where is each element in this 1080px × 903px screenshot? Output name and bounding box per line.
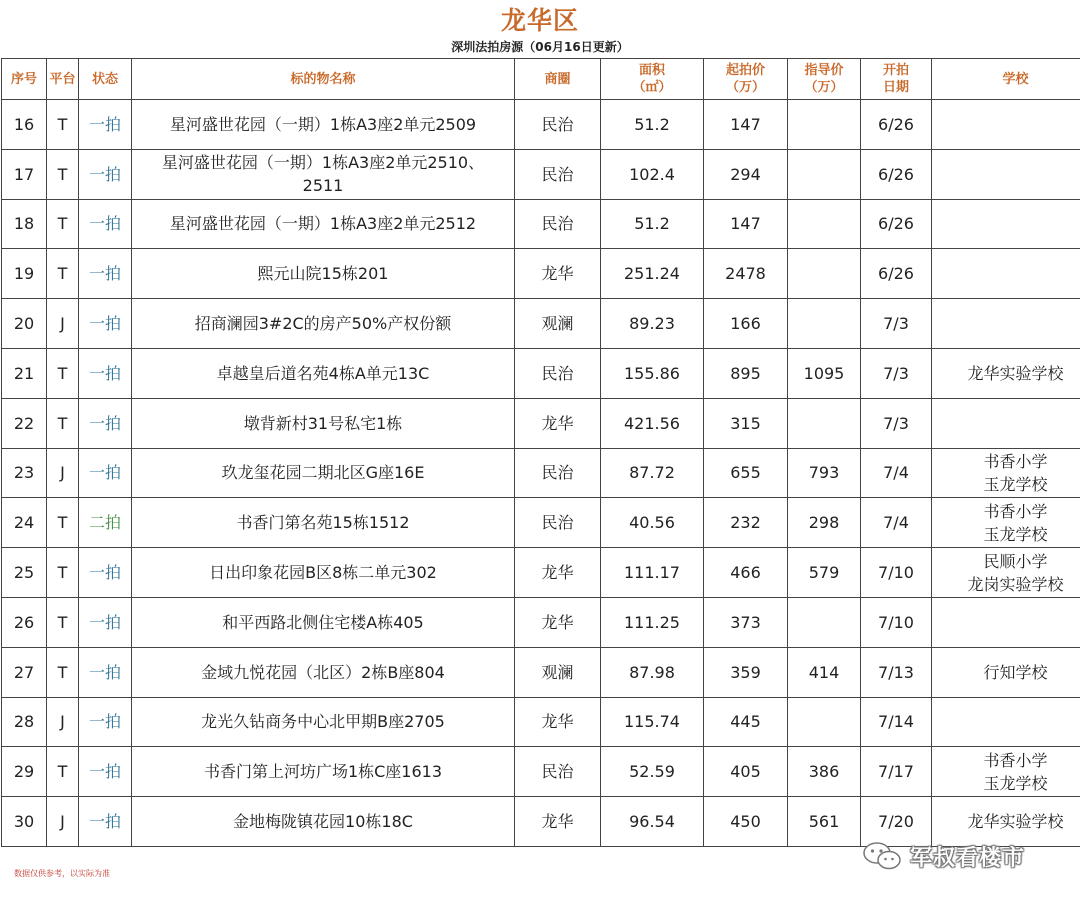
cell-start-price: 445 [704, 697, 788, 747]
school-line: 玉龙学校 [983, 524, 1048, 544]
table-row [2, 299, 1080, 349]
name-line: 日出印象花园B区8栋二单元302 [209, 563, 437, 583]
cell-area: 51.2 [601, 100, 704, 150]
table-row [2, 548, 1080, 598]
cell-start-price: 450 [704, 797, 788, 847]
cell-area: 251.24 [601, 249, 704, 299]
cell-district: 龙华 [515, 548, 601, 598]
cell-no: 30 [2, 797, 47, 847]
cell-status: 一拍 [79, 747, 132, 797]
cell-district: 民治 [515, 100, 601, 150]
cell-name [132, 498, 515, 548]
cell-district: 民治 [515, 348, 601, 398]
cell-no: 24 [2, 498, 47, 548]
cell-name [132, 100, 515, 150]
cell-area: 89.23 [601, 299, 704, 349]
cell-date: 7/10 [861, 548, 932, 598]
name-line: 熙元山院15栋201 [257, 264, 389, 284]
cell-start-price: 655 [704, 448, 788, 498]
cell-guide-price [788, 249, 861, 299]
cell-school [932, 747, 1080, 797]
name-line: 星河盛世花园（一期）1栋A3座2单元2510、 [161, 153, 485, 173]
cell-date: 7/10 [861, 597, 932, 647]
cell-guide-price [788, 697, 861, 747]
cell-no: 27 [2, 647, 47, 697]
col-header-school: 学校 [932, 59, 1080, 100]
cell-area: 421.56 [601, 398, 704, 448]
cell-date: 6/26 [861, 249, 932, 299]
cell-status: 二拍 [79, 498, 132, 548]
school-line: 玉龙学校 [983, 474, 1048, 494]
name-line: 卓越皇后道名苑4栋A单元13C [216, 363, 430, 383]
cell-date: 7/14 [861, 697, 932, 747]
cell-name [132, 249, 515, 299]
cell-platform: T [47, 498, 79, 548]
cell-no: 22 [2, 398, 47, 448]
cell-status: 一拍 [79, 100, 132, 150]
cell-school [932, 498, 1080, 548]
watermark [862, 838, 1025, 874]
cell-platform: T [47, 149, 79, 199]
cell-status: 一拍 [79, 597, 132, 647]
cell-guide-price: 414 [788, 647, 861, 697]
cell-area: 155.86 [601, 348, 704, 398]
cell-district: 龙华 [515, 697, 601, 747]
cell-guide-price: 1095 [788, 348, 861, 398]
cell-status: 一拍 [79, 149, 132, 199]
cell-start-price: 166 [704, 299, 788, 349]
cell-name [132, 149, 515, 199]
col-header-no: 序号 [2, 59, 47, 100]
school-line: 民顺小学 [983, 551, 1048, 571]
cell-area: 111.25 [601, 597, 704, 647]
school-line: 龙岗实验学校 [967, 574, 1064, 594]
cell-platform: J [47, 797, 79, 847]
cell-school [932, 149, 1080, 199]
school-line: 龙华实验学校 [967, 812, 1064, 832]
cell-name [132, 299, 515, 349]
school-line: 书香小学 [983, 750, 1048, 770]
cell-guide-price [788, 100, 861, 150]
cell-school [932, 548, 1080, 598]
cell-no: 20 [2, 299, 47, 349]
name-line: 墩背新村31号私宅1栋 [243, 413, 403, 433]
cell-start-price: 2478 [704, 249, 788, 299]
cell-start-price: 315 [704, 398, 788, 448]
name-line: 金域九悦花园（北区）2栋B座804 [201, 662, 445, 682]
cell-date: 7/3 [861, 348, 932, 398]
cell-area: 40.56 [601, 498, 704, 548]
cell-guide-price [788, 597, 861, 647]
cell-start-price: 232 [704, 498, 788, 548]
table-row [2, 647, 1080, 697]
col-header-platform: 平台 [47, 59, 79, 100]
cell-name [132, 697, 515, 747]
cell-no: 29 [2, 747, 47, 797]
cell-name [132, 199, 515, 249]
cell-no: 16 [2, 100, 47, 150]
cell-date: 7/4 [861, 448, 932, 498]
table-row [2, 747, 1080, 797]
cell-guide-price [788, 199, 861, 249]
cell-no: 26 [2, 597, 47, 647]
table-row [2, 448, 1080, 498]
cell-area: 87.98 [601, 647, 704, 697]
cell-status: 一拍 [79, 199, 132, 249]
name-line: 书香门第上河坊广场1栋C座1613 [203, 762, 443, 782]
watermark-text: 军叔看楼市 [910, 845, 1026, 871]
cell-platform: T [47, 100, 79, 150]
cell-platform: T [47, 747, 79, 797]
cell-status: 一拍 [79, 797, 132, 847]
col-header-start-price: 起拍价 （万） [704, 59, 788, 100]
cell-district: 龙华 [515, 249, 601, 299]
col-header-guide-price: 指导价 （万） [788, 59, 861, 100]
cell-name [132, 398, 515, 448]
school-line: 书香小学 [983, 501, 1048, 521]
cell-school [932, 199, 1080, 249]
name-line: 招商澜园3#2C的房产50%产权份额 [194, 314, 452, 334]
col-header-date: 开拍 日期 [861, 59, 932, 100]
cell-school [932, 647, 1080, 697]
school-line: 书香小学 [983, 451, 1048, 471]
cell-area: 115.74 [601, 697, 704, 747]
cell-start-price: 294 [704, 149, 788, 199]
col-header-district: 商圈 [515, 59, 601, 100]
cell-guide-price [788, 398, 861, 448]
name-line: 2511 [302, 176, 344, 196]
table-row [2, 398, 1080, 448]
cell-name [132, 448, 515, 498]
cell-platform: J [47, 697, 79, 747]
cell-platform: T [47, 199, 79, 249]
cell-status: 一拍 [79, 249, 132, 299]
cell-name [132, 797, 515, 847]
cell-no: 28 [2, 697, 47, 747]
cell-no: 19 [2, 249, 47, 299]
cell-guide-price [788, 149, 861, 199]
col-header-status: 状态 [79, 59, 132, 100]
cell-date: 6/26 [861, 100, 932, 150]
name-line: 和平西路北侧住宅楼A栋405 [222, 612, 424, 632]
cell-status: 一拍 [79, 299, 132, 349]
cell-start-price: 359 [704, 647, 788, 697]
table-row [2, 348, 1080, 398]
cell-status: 一拍 [79, 398, 132, 448]
cell-guide-price: 298 [788, 498, 861, 548]
cell-guide-price: 386 [788, 747, 861, 797]
cell-school [932, 100, 1080, 150]
cell-school [932, 448, 1080, 498]
school-line: 玉龙学校 [983, 773, 1048, 793]
col-header-name: 标的物名称 [132, 59, 515, 100]
cell-date: 7/13 [861, 647, 932, 697]
cell-guide-price: 793 [788, 448, 861, 498]
cell-school [932, 697, 1080, 747]
cell-area: 102.4 [601, 149, 704, 199]
cell-school [932, 348, 1080, 398]
cell-platform: T [47, 647, 79, 697]
name-line: 龙光久钻商务中心北甲期B座2705 [201, 712, 445, 732]
table-row [2, 597, 1080, 647]
cell-date: 7/3 [861, 398, 932, 448]
cell-district: 观澜 [515, 299, 601, 349]
col-header-area: 面积 （㎡） [601, 59, 704, 100]
cell-start-price: 405 [704, 747, 788, 797]
cell-no: 17 [2, 149, 47, 199]
cell-area: 111.17 [601, 548, 704, 598]
cell-school [932, 249, 1080, 299]
name-line: 金地梅陇镇花园10栋18C [233, 812, 413, 832]
cell-platform: J [47, 448, 79, 498]
cell-date: 6/26 [861, 149, 932, 199]
cell-no: 23 [2, 448, 47, 498]
table-row [2, 100, 1080, 150]
cell-status: 一拍 [79, 448, 132, 498]
table-header-row [2, 59, 1080, 100]
cell-name [132, 647, 515, 697]
cell-district: 龙华 [515, 398, 601, 448]
cell-platform: T [47, 597, 79, 647]
name-line: 星河盛世花园（一期）1栋A3座2单元2509 [169, 114, 477, 134]
cell-district: 民治 [515, 149, 601, 199]
cell-start-price: 147 [704, 199, 788, 249]
cell-start-price: 147 [704, 100, 788, 150]
cell-district: 民治 [515, 498, 601, 548]
cell-no: 25 [2, 548, 47, 598]
cell-platform: T [47, 249, 79, 299]
cell-name [132, 348, 515, 398]
page-subtitle: 深圳法拍房源（06月16日更新） [451, 40, 629, 54]
cell-status: 一拍 [79, 348, 132, 398]
cell-date: 7/20 [861, 797, 932, 847]
cell-no: 21 [2, 348, 47, 398]
cell-start-price: 895 [704, 348, 788, 398]
school-line: 行知学校 [983, 662, 1048, 682]
cell-platform: J [47, 299, 79, 349]
cell-date: 7/3 [861, 299, 932, 349]
cell-status: 一拍 [79, 697, 132, 747]
cell-district: 观澜 [515, 647, 601, 697]
cell-area: 52.59 [601, 747, 704, 797]
cell-platform: T [47, 348, 79, 398]
cell-guide-price: 561 [788, 797, 861, 847]
cell-district: 民治 [515, 448, 601, 498]
cell-school [932, 299, 1080, 349]
cell-status: 一拍 [79, 647, 132, 697]
wechat-icon [862, 841, 902, 871]
table-row [2, 199, 1080, 249]
table-row [2, 498, 1080, 548]
cell-no: 18 [2, 199, 47, 249]
page-title: 龙华区 [500, 6, 579, 35]
cell-date: 7/4 [861, 498, 932, 548]
listing-table [1, 58, 1080, 847]
table-row [2, 149, 1080, 199]
cell-guide-price: 579 [788, 548, 861, 598]
cell-district: 龙华 [515, 797, 601, 847]
table-row [2, 249, 1080, 299]
cell-name [132, 747, 515, 797]
cell-status: 一拍 [79, 548, 132, 598]
cell-name [132, 548, 515, 598]
cell-area: 87.72 [601, 448, 704, 498]
cell-platform: T [47, 548, 79, 598]
cell-area: 51.2 [601, 199, 704, 249]
cell-date: 6/26 [861, 199, 932, 249]
table-body [2, 100, 1080, 847]
cell-school [932, 597, 1080, 647]
cell-start-price: 466 [704, 548, 788, 598]
cell-guide-price [788, 299, 861, 349]
cell-name [132, 597, 515, 647]
disclaimer-note: 数据仅供参考，以实际为准 [14, 869, 110, 878]
cell-area: 96.54 [601, 797, 704, 847]
cell-platform: T [47, 398, 79, 448]
cell-district: 民治 [515, 199, 601, 249]
cell-district: 龙华 [515, 597, 601, 647]
name-line: 玖龙玺花园二期北区G座16E [221, 463, 425, 483]
school-line: 龙华实验学校 [967, 363, 1064, 383]
name-line: 书香门第名苑15栋1512 [236, 513, 410, 533]
name-line: 星河盛世花园（一期）1栋A3座2单元2512 [169, 214, 477, 234]
cell-start-price: 373 [704, 597, 788, 647]
cell-date: 7/17 [861, 747, 932, 797]
cell-district: 民治 [515, 747, 601, 797]
cell-school [932, 398, 1080, 448]
table-row [2, 697, 1080, 747]
